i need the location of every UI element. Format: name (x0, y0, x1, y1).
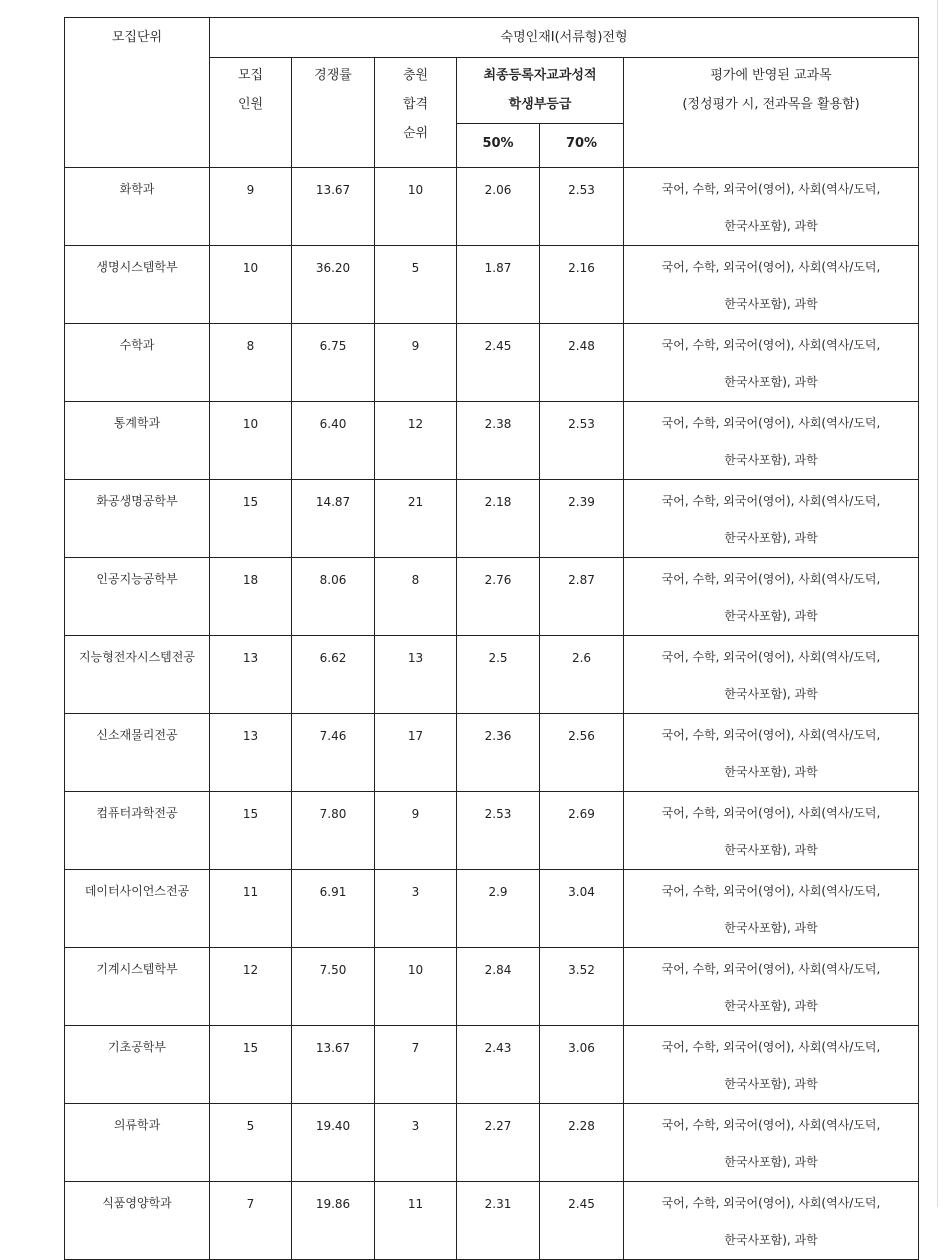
table-row (65, 948, 919, 1026)
quota-cell: 15 (210, 1026, 292, 1104)
ratio-cell: 7.46 (292, 714, 375, 792)
ratio-cell: 6.91 (292, 870, 375, 948)
subjects-cell: 국어, 수학, 외국어(영어), 사회(역사/도덕, 한국사포함), 과학 (624, 1104, 919, 1182)
unit-cell: 생명시스템학부 (65, 246, 210, 324)
ratio-cell: 19.86 (292, 1182, 375, 1260)
rank-cell: 3 (375, 1104, 457, 1182)
grade-50-cell: 2.31 (457, 1182, 540, 1260)
grade-50-cell: 2.76 (457, 558, 540, 636)
table-row (65, 246, 919, 324)
rank-cell: 9 (375, 792, 457, 870)
rank-cell: 10 (375, 948, 457, 1026)
unit-cell: 신소재물리전공 (65, 714, 210, 792)
quota-cell: 9 (210, 168, 292, 246)
subjects-cell: 국어, 수학, 외국어(영어), 사회(역사/도덕, 한국사포함), 과학 (624, 168, 919, 246)
ratio-cell: 36.20 (292, 246, 375, 324)
rank-cell: 12 (375, 402, 457, 480)
rank-cell: 11 (375, 1182, 457, 1260)
table-row (65, 792, 919, 870)
grade-70-cell: 3.04 (540, 870, 624, 948)
rank-cell: 7 (375, 1026, 457, 1104)
grade-70-cell: 2.53 (540, 168, 624, 246)
grade-70-cell: 2.56 (540, 714, 624, 792)
grade-70-cell: 3.52 (540, 948, 624, 1026)
subjects-cell: 국어, 수학, 외국어(영어), 사회(역사/도덕, 한국사포함), 과학 (624, 792, 919, 870)
table-row (65, 1026, 919, 1104)
table-row (65, 168, 919, 246)
ratio-cell: 13.67 (292, 168, 375, 246)
table-row (65, 714, 919, 792)
subjects-cell: 국어, 수학, 외국어(영어), 사회(역사/도덕, 한국사포함), 과학 (624, 402, 919, 480)
ratio-cell: 13.67 (292, 1026, 375, 1104)
grade-50-cell: 2.84 (457, 948, 540, 1026)
unit-cell: 데이터사이언스전공 (65, 870, 210, 948)
unit-cell: 화학과 (65, 168, 210, 246)
table-row (65, 324, 919, 402)
rank-cell: 9 (375, 324, 457, 402)
ratio-cell: 6.75 (292, 324, 375, 402)
ratio-cell: 7.50 (292, 948, 375, 1026)
table-row (65, 558, 919, 636)
grade-50-cell: 2.36 (457, 714, 540, 792)
rank-cell: 3 (375, 870, 457, 948)
grade-70-cell: 2.39 (540, 480, 624, 558)
table-row (65, 1104, 919, 1182)
grade-50-cell: 2.45 (457, 324, 540, 402)
quota-cell: 12 (210, 948, 292, 1026)
grade-70-cell: 3.06 (540, 1026, 624, 1104)
table-row (65, 1182, 919, 1260)
rank-cell: 13 (375, 636, 457, 714)
subjects-cell: 국어, 수학, 외국어(영어), 사회(역사/도덕, 한국사포함), 과학 (624, 870, 919, 948)
subjects-cell: 국어, 수학, 외국어(영어), 사회(역사/도덕, 한국사포함), 과학 (624, 948, 919, 1026)
grade-50-cell: 2.5 (457, 636, 540, 714)
subjects-cell: 국어, 수학, 외국어(영어), 사회(역사/도덕, 한국사포함), 과학 (624, 636, 919, 714)
ratio-cell: 6.40 (292, 402, 375, 480)
header-quota: 모집 인원 (210, 58, 292, 168)
quota-cell: 10 (210, 402, 292, 480)
quota-cell: 11 (210, 870, 292, 948)
subjects-cell: 국어, 수학, 외국어(영어), 사회(역사/도덕, 한국사포함), 과학 (624, 324, 919, 402)
grade-70-cell: 2.53 (540, 402, 624, 480)
grade-50-cell: 2.53 (457, 792, 540, 870)
rank-cell: 21 (375, 480, 457, 558)
admission-results-table (64, 17, 919, 1260)
grade-70-cell: 2.16 (540, 246, 624, 324)
unit-cell: 기계시스템학부 (65, 948, 210, 1026)
grade-70-cell: 2.6 (540, 636, 624, 714)
unit-cell: 인공지능공학부 (65, 558, 210, 636)
table-row (65, 402, 919, 480)
grade-50-cell: 2.38 (457, 402, 540, 480)
quota-cell: 18 (210, 558, 292, 636)
grade-50-cell: 2.9 (457, 870, 540, 948)
rank-cell: 10 (375, 168, 457, 246)
subjects-cell: 국어, 수학, 외국어(영어), 사회(역사/도덕, 한국사포함), 과학 (624, 1026, 919, 1104)
quota-cell: 13 (210, 636, 292, 714)
subjects-cell: 국어, 수학, 외국어(영어), 사회(역사/도덕, 한국사포함), 과학 (624, 246, 919, 324)
table-row (65, 636, 919, 714)
quota-cell: 8 (210, 324, 292, 402)
grade-50-cell: 2.27 (457, 1104, 540, 1182)
table-row (65, 870, 919, 948)
header-ratio: 경쟁률 (292, 58, 375, 168)
unit-cell: 화공생명공학부 (65, 480, 210, 558)
rank-cell: 8 (375, 558, 457, 636)
grade-70-cell: 2.28 (540, 1104, 624, 1182)
grade-70-cell: 2.48 (540, 324, 624, 402)
grade-50-cell: 1.87 (457, 246, 540, 324)
unit-cell: 컴퓨터과학전공 (65, 792, 210, 870)
unit-cell: 지능형전자시스템전공 (65, 636, 210, 714)
quota-cell: 13 (210, 714, 292, 792)
rank-cell: 17 (375, 714, 457, 792)
quota-cell: 15 (210, 792, 292, 870)
ratio-cell: 8.06 (292, 558, 375, 636)
grade-50-cell: 2.06 (457, 168, 540, 246)
unit-cell: 통계학과 (65, 402, 210, 480)
subjects-cell: 국어, 수학, 외국어(영어), 사회(역사/도덕, 한국사포함), 과학 (624, 714, 919, 792)
quota-cell: 7 (210, 1182, 292, 1260)
ratio-cell: 14.87 (292, 480, 375, 558)
header-track: 숙명인재I(서류형)전형 (210, 18, 919, 58)
page-edge-divider (937, 0, 938, 1207)
quota-cell: 15 (210, 480, 292, 558)
grade-70-cell: 2.45 (540, 1182, 624, 1260)
header-rank: 충원 합격 순위 (375, 58, 457, 168)
subjects-cell: 국어, 수학, 외국어(영어), 사회(역사/도덕, 한국사포함), 과학 (624, 1182, 919, 1260)
unit-cell: 식품영양학과 (65, 1182, 210, 1260)
grade-70-cell: 2.69 (540, 792, 624, 870)
header-grade-50: 50% (457, 124, 540, 168)
ratio-cell: 19.40 (292, 1104, 375, 1182)
header-grade-70: 70% (540, 124, 624, 168)
ratio-cell: 7.80 (292, 792, 375, 870)
unit-cell: 수학과 (65, 324, 210, 402)
header-subjects: 평가에 반영된 교과목 (정성평가 시, 전과목을 활용함) (624, 58, 919, 168)
rank-cell: 5 (375, 246, 457, 324)
header-unit: 모집단위 (65, 18, 210, 168)
grade-50-cell: 2.43 (457, 1026, 540, 1104)
grade-50-cell: 2.18 (457, 480, 540, 558)
unit-cell: 기초공학부 (65, 1026, 210, 1104)
subjects-cell: 국어, 수학, 외국어(영어), 사회(역사/도덕, 한국사포함), 과학 (624, 480, 919, 558)
quota-cell: 10 (210, 246, 292, 324)
subjects-cell: 국어, 수학, 외국어(영어), 사회(역사/도덕, 한국사포함), 과학 (624, 558, 919, 636)
quota-cell: 5 (210, 1104, 292, 1182)
ratio-cell: 6.62 (292, 636, 375, 714)
grade-70-cell: 2.87 (540, 558, 624, 636)
header-grade: 최종등록자교과성적 학생부등급 (457, 58, 624, 124)
unit-cell: 의류학과 (65, 1104, 210, 1182)
table-row (65, 480, 919, 558)
